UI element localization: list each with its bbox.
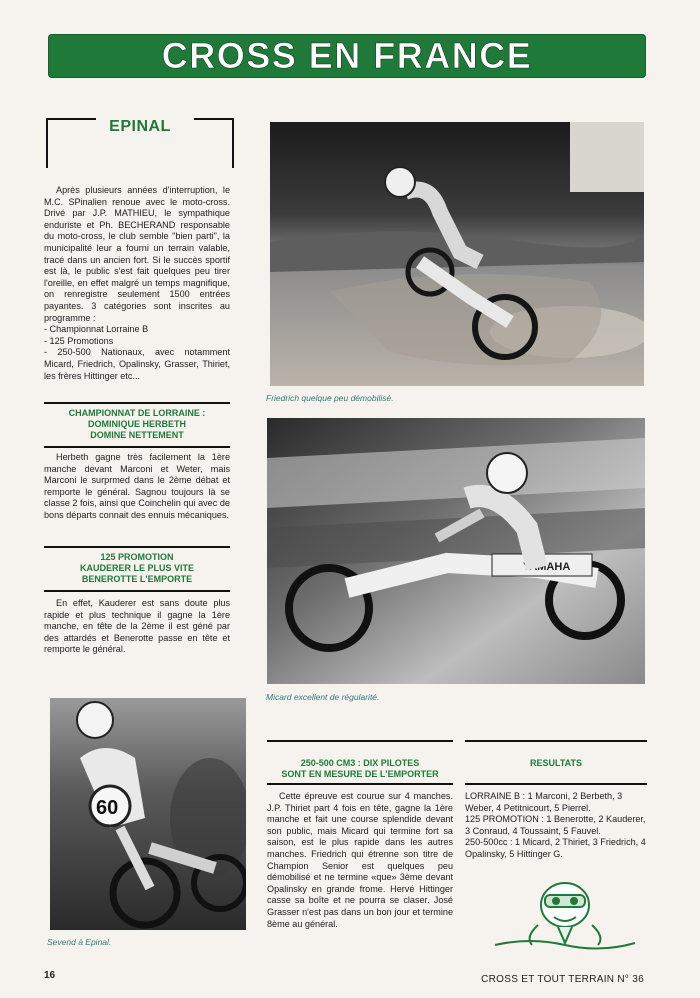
category-item: - Championnat Lorraine B bbox=[44, 324, 149, 335]
caption-photo1: Friedrich quelque peu démobilisé. bbox=[266, 393, 394, 403]
result-text: 1 Benerotte, 2 Kauderer, 3 Conraud, 4 Toussaint, 5 Fauvel. bbox=[465, 814, 646, 836]
result-category: 125 PROMOTION : bbox=[465, 814, 544, 825]
result-category: 250-500cc : bbox=[465, 837, 513, 848]
photo-micard-image bbox=[267, 418, 645, 684]
divider bbox=[465, 740, 647, 742]
epinal-title-box bbox=[46, 118, 234, 168]
lorraine-heading-line: DOMINIQUE HERBETH bbox=[87, 419, 186, 429]
result-text: 1 Marconi, 2 Berbeth, 3 Weber, 4 Petitnicourt, 5 Pierrel. bbox=[465, 791, 623, 813]
divider bbox=[44, 546, 230, 548]
bike-brand-text: YAMAHA bbox=[523, 561, 571, 573]
promo-article bbox=[44, 598, 230, 656]
result-text: 1 Micard, 2 Thiriet, 3 Friedrich, 4 Opalinsky, 5 Hittinger G. bbox=[465, 837, 646, 859]
intro-article bbox=[44, 185, 230, 382]
section-title: CROSS EN FRANCE bbox=[161, 35, 533, 76]
divider bbox=[267, 740, 453, 742]
caption-photo3: Sevend à Epinal. bbox=[47, 937, 112, 947]
lorraine-heading-line: DOMINE NETTEMENT bbox=[90, 430, 184, 440]
results-list bbox=[465, 791, 647, 861]
divider bbox=[267, 783, 453, 785]
photo-friedrich bbox=[270, 122, 644, 386]
pilotes-heading-line: SONT EN MESURE DE L'EMPORTER bbox=[281, 769, 439, 779]
photo-micard bbox=[267, 418, 645, 684]
pilotes-heading bbox=[267, 758, 453, 780]
result-line bbox=[465, 814, 647, 837]
category-item: - 250-500 Nationaux, avec notamment Micard, Friedrich, Opalinsky, Grasser, Thiriet, les frères Hittinger etc... bbox=[44, 347, 230, 381]
epinal-title: EPINAL bbox=[109, 118, 171, 135]
mascot-illustration bbox=[490, 875, 640, 955]
lorraine-heading-line: CHAMPIONNAT DE LORRAINE : bbox=[68, 408, 206, 418]
result-line bbox=[465, 791, 647, 814]
divider bbox=[44, 590, 230, 592]
photo-sevend bbox=[50, 698, 246, 930]
pilotes-paragraph: Cette épreuve est courue sur 4 manches. J.P. Thiriet part 4 fois en tête, gagne la 1ère manche et fait une course splendide devant son public, mais Micard qui termine fort sa saison, est le plus rapide dans les autres manches. Friedrich qui étrenne son titre de Champion Senior est quelques peu démobilisé et ne termine «que» 3ème devant Opalinsky en grande frome. Hervé Hittinger casse sa boîte et ne pourra se claser. José Grasser n'est pas dans un bon jour et termine 8ème au général. bbox=[267, 791, 453, 929]
race-plate-number: 60 bbox=[96, 797, 119, 819]
page-number: 16 bbox=[44, 970, 56, 981]
magazine-footer: CROSS ET TOUT TERRAIN N° 36 bbox=[481, 974, 644, 985]
caption-photo2: Micard excellent de régularité. bbox=[266, 692, 380, 702]
divider bbox=[465, 783, 647, 785]
result-category: LORRAINE B : bbox=[465, 791, 526, 801]
category-item: - 125 Promotions bbox=[44, 335, 114, 346]
promo-heading bbox=[44, 552, 230, 585]
promo-paragraph: En effet, Kauderer est sans doute plus rapide et plus technique il gagne la 1ère manche, en tête de la 2ème il est géné par des attardés et Benerotte passe en tête et remporte le général. bbox=[44, 598, 230, 655]
category-list bbox=[44, 324, 230, 382]
intro-paragraph: Après plusieurs années d'interruption, le M.C. SPinalien renoue avec le moto-cross. Drivé par J.P. MATHIEU, le sympathique enduriste et Ph. BECHERAND responsable du moto-cross, le club semble "bien parti", la municipalité leur a fourni un terrain valable, tracé dans un ancien fort. Si le succès sportif est là, le public s'est fait quelques peu tirer l'oreille, en effet malgré un temps magnifique, on renregistre seulement 1500 entrées payantes. 3 catégories sont inscrites au programme : bbox=[44, 185, 230, 323]
lorraine-article bbox=[44, 452, 230, 522]
result-line bbox=[465, 837, 647, 860]
photo-sevend-image bbox=[50, 698, 246, 930]
photo-friedrich-image bbox=[270, 122, 644, 386]
promo-heading-line: KAUDERER LE PLUS VITE bbox=[79, 563, 194, 573]
lorraine-paragraph: Herbeth gagne très facilement la 1ère manche devant Marconi et Weter, mais Marconi le surprmed dans le 2ème débat et remporte le général. Sagnou toujours là se classe 2 fois, ainsi que Coinchelin qui avec de bons départs connait des ennuis mécaniques. bbox=[44, 452, 230, 520]
promo-heading-line: 125 PROMOTION bbox=[100, 552, 174, 562]
pilotes-article bbox=[267, 791, 453, 930]
results-heading: RESULTATS bbox=[530, 758, 582, 768]
pilotes-heading-line: 250-500 CM3 : DIX PILOTES bbox=[300, 758, 420, 768]
promo-heading-line: BENEROTTE L'EMPORTE bbox=[81, 574, 193, 584]
divider bbox=[44, 446, 230, 448]
section-banner bbox=[48, 34, 646, 78]
divider bbox=[44, 402, 230, 404]
lorraine-heading bbox=[44, 408, 230, 441]
